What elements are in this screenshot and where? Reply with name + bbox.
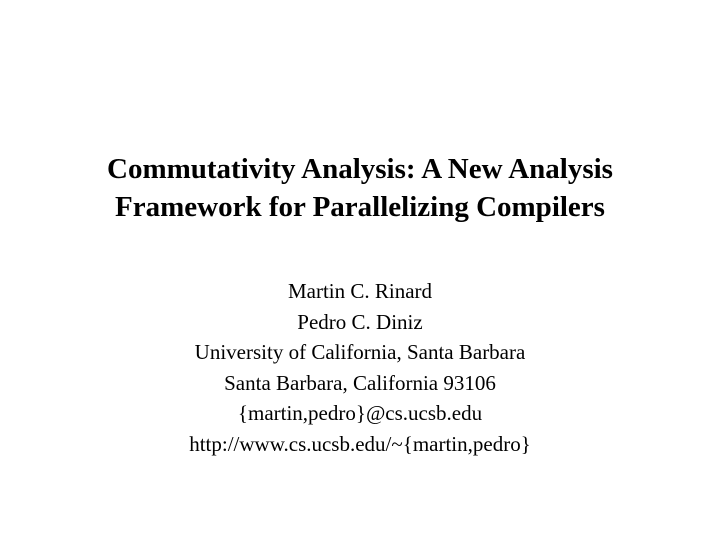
author-name: Martin C. Rinard <box>287 279 433 303</box>
affiliation: University of California, Santa Barbara <box>194 340 526 364</box>
email: {martin,pedro}@cs.ucsb.edu <box>237 401 483 425</box>
author-block <box>0 276 720 459</box>
slide-title <box>0 150 720 226</box>
homepage-url: http://www.cs.ucsb.edu/~{martin,pedro} <box>189 431 531 456</box>
title-line: Commutativity Analysis: A New Analysis <box>107 153 613 185</box>
address: Santa Barbara, California 93106 <box>224 370 496 395</box>
title-line: Framework for Parallelizing Compilers <box>115 191 605 223</box>
author-name: Pedro C. Diniz <box>297 309 423 334</box>
